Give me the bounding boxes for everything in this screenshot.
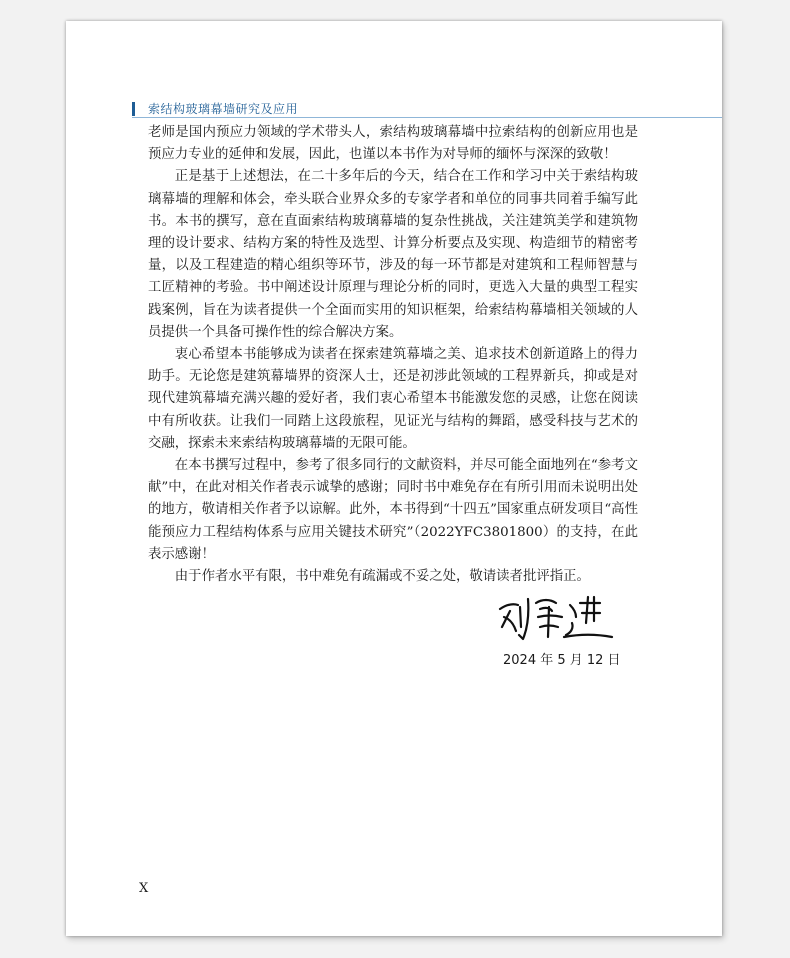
page-number: X bbox=[139, 881, 149, 896]
date: 2024 年 5 月 12 日 bbox=[503, 653, 621, 668]
running-head: 索结构玻璃幕墙研究及应用 bbox=[148, 102, 299, 116]
paragraph: 衷心希望本书能够成为读者在探索建筑幕墙之美、追求技术创新道路上的得力助手。无论您是建筑幕墙界的资深人士，还是初涉此领域的工程界新兵，抑或是对现代建筑幕墙充满兴趣的爱好者，我们衷心希望本书能激发您的灵感，让您在阅读中有所收获。让我们一同踏上这段旅程，见证光与结构的舞蹈，感受科技与艺术的交融，探索未来索结构玻璃幕墙的无限可能。 bbox=[148, 347, 638, 451]
book-page bbox=[66, 21, 722, 936]
paragraph: 正是基于上述想法，在二十多年后的今天，结合在工作和学习中关于索结构玻璃幕墙的理解和体会，牵头联合业界众多的专家学者和单位的同事共同着手编写此书。本书的撰写，意在直面索结构玻璃幕墙的复杂性挑战，关注建筑美学和建筑物理的设计要求、结构方案的特性及选型、计算分析要点及实现、构造细节的精密考量，以及工程建造的精心组织等环节，涉及的每一环节都是对建筑和工程师智慧与工匠精神的考验。书中阐述设计原理与理论分析的同时，更选入大量的典型工程实践案例，旨在为读者提供一个全面而实用的知识框架，给索结构幕墙相关领域的人员提供一个具备可操作性的综合解决方案。 bbox=[148, 169, 638, 340]
paragraph: 在本书撰写过程中，参考了很多同行的文献资料，并尽可能全面地列在“参考文献”中，在此对相关作者表示诚挚的感谢；同时书中难免存在有所引用而未说明出处的地方，敬请相关作者予以谅解。此外，本书得到“十四五”国家重点研发项目“高性能预应力工程结构体系与应用关键技术研究”（2022YFC3801800）的支持，在此表示感谢！ bbox=[148, 458, 638, 562]
body-text bbox=[148, 122, 638, 588]
author-signature bbox=[490, 587, 614, 647]
paragraph: 由于作者水平有限，书中难免有疏漏或不妥之处，敬请读者批评指正。 bbox=[174, 569, 590, 585]
header-rule bbox=[132, 117, 722, 118]
running-head-marker bbox=[132, 102, 135, 116]
paragraph: 老师是国内预应力领域的学术带头人，索结构玻璃幕墙中拉索结构的创新应用也是预应力专业的延伸和发展，因此，也谨以本书作为对导师的缅怀与深深的致敬！ bbox=[148, 125, 638, 163]
